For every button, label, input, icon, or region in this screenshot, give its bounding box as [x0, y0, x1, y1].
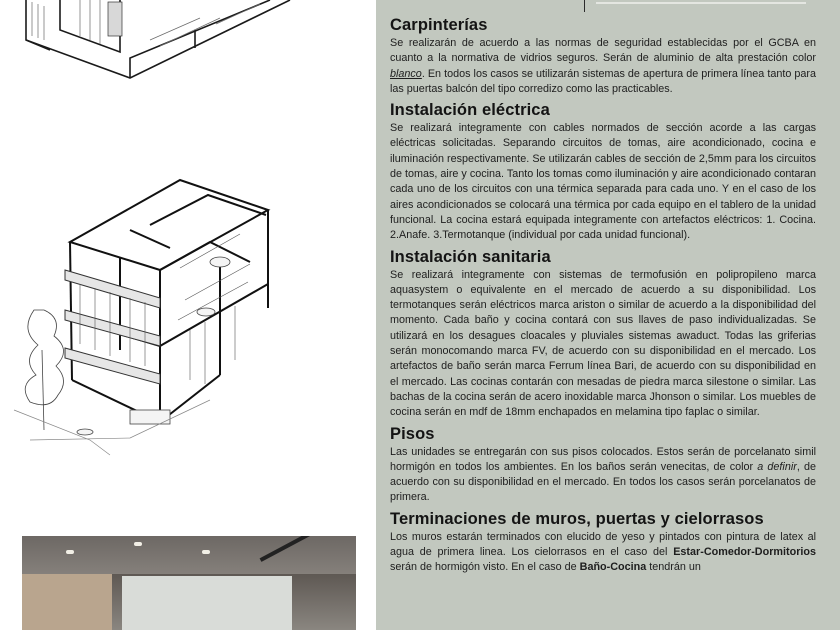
bold-text: Estar-Comedor-Dormitorios [673, 546, 816, 559]
spec-content [390, 14, 816, 578]
photo-ceiling [22, 536, 356, 574]
emphasis-text: a definir [757, 460, 797, 473]
photo-ceiling-lamp [202, 550, 210, 554]
section-pisos [390, 423, 816, 506]
section-carpinterias [390, 14, 816, 97]
panel-top-divider [584, 0, 585, 12]
section-paragraph: Se realizarán de acuerdo a las normas de seguridad establecidas por el GCBA en cuanto a la normativa de vidrios seguros. Serán de aluminio de alta prestación color blanco. En todos los casos se utilizarán sistemas de apertura de primera línea tanto para las puertas balcón del tipo corredizo como las practicables. [390, 37, 816, 95]
isometric-building-drawing [10, 170, 330, 460]
section-paragraph: Las unidades se entregarán con sus pisos colocados. Estos serán de porcelanato simil hormigón en todos los ambientes. En los baños serán venecitas, de color a definir, de acuerdo con su disponibilidad en el mercado. En todos los casos serán porcelanatos de primera. [390, 445, 816, 504]
section-paragraph: Se realizará integramente con cables normados de sección acorde a las cargas eléctricas solicitadas. Separando circuitos de tomas, aire acondicionado, cocina e iluminación respectivamente. Se utilizarán cables de sección de 2,5mm para los circuitos de tomas, aire y cocina. Tanto los tomas como iluminación y aire acondicionado contaran cada uno de los circuitos con una térmica separada para cada uno. Y en el caso de los aires acondicionados se colocará una térmica por cada equipo en el tablero de la unidad funcional. La cocina estará equipada integramente con artefactos eléctricos: 1. Cocina. 2.Anafe. 3.Termotanque (individual por cada unidad funcional). [390, 122, 816, 242]
panel-top-caption [596, 2, 806, 4]
photo-ceiling-lamp [134, 542, 142, 546]
emphasis-text: blanco [390, 67, 422, 80]
photo-ceiling-lamp [66, 550, 74, 554]
section-title: Pisos [390, 424, 435, 443]
section-title: Instalación eléctrica [390, 101, 550, 120]
section-instalacion-sanitaria [390, 246, 816, 421]
section-title: Terminaciones de muros, puertas y cielorrasos [390, 509, 764, 528]
photo-window [122, 576, 292, 630]
section-terminaciones [390, 508, 816, 576]
photo-wood-wall [22, 574, 112, 630]
isometric-drawing-top [20, 0, 300, 80]
section-paragraph: Se realizará integramente con sistemas de termofusión en polipropileno marca aquasystem o equivalente en el mercado de acuerdo a su disponibilidad. Los termotanques serán eléctricos marca ariston o similar de acuerdo a la disponibilidad del momento. Cada baño y cocina contará con sus llaves de paso individualizadas. Se utilizará en los desagues cloacales y pluviales sistemas awaduct. Todas las griferias serán monocomando marca FV, de acuerdo con su disponibilidad en el mercado. Los artefactos de baño serán marca Ferrum línea Bari, de acuerdo con su disponibilidad en el mercado. Las cocinas contarán con mesadas de piedra marca silestone o similar. Las bachas de la cocina serán de acero inoxidable marca Jhonson o similar. Los muebles de cocina serán en mdf de 18mm enchapados en melamina tipo faplac o similar. [390, 268, 816, 419]
section-instalacion-electrica [390, 99, 816, 243]
bold-text: Baño-Cocina [579, 561, 647, 574]
section-paragraph: Los muros estarán terminados con elucido de yeso y pintados con pintura de latex al agua de primera linea. Los cielorrasos en el caso del Estar-Comedor-Dormitorios serán de hormigón visto. En el caso de Baño-Cocina tendrán un [390, 530, 816, 574]
image-column [0, 0, 376, 630]
section-title: Carpinterías [390, 16, 488, 34]
section-title: Instalación sanitaria [390, 247, 551, 266]
interior-photo [22, 536, 356, 630]
